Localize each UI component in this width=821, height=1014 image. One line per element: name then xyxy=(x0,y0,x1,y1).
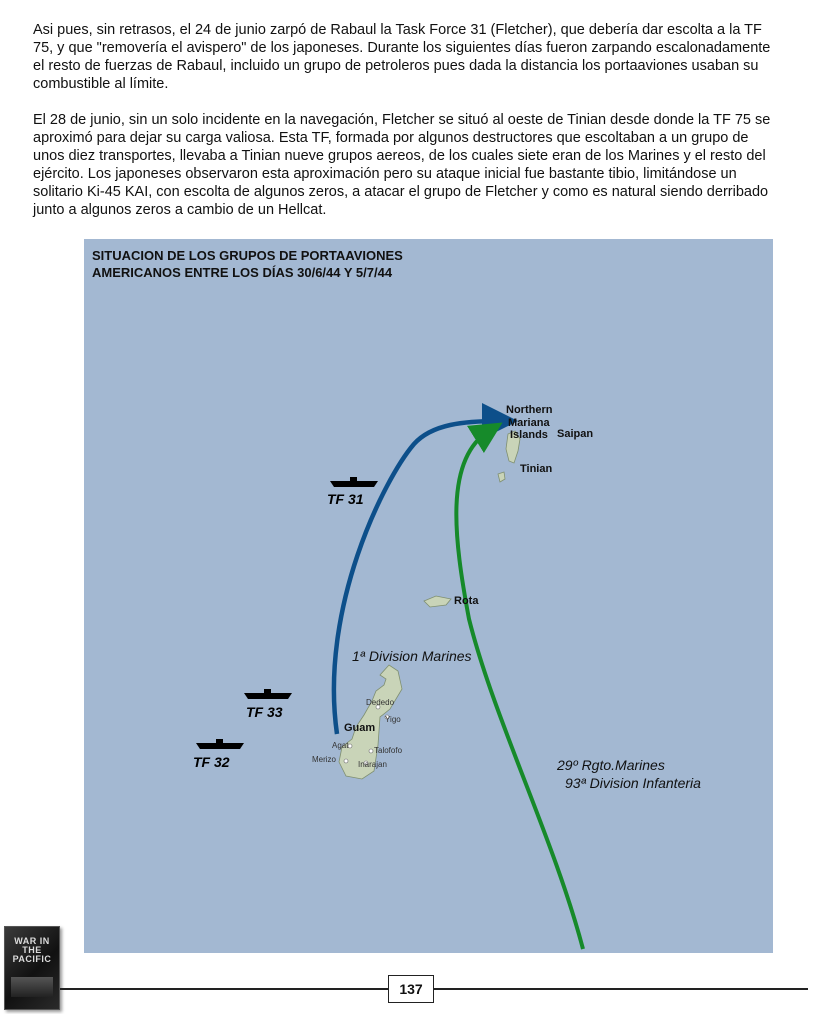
footer-rule xyxy=(60,988,808,990)
green-route-unit-label-1: 29º Rgto.Marines xyxy=(557,757,665,773)
tinian-island xyxy=(498,472,505,482)
label-talofofo: Talofofo xyxy=(374,746,403,755)
paragraph-1: Asi pues, sin retrasos, el 24 de junio zarpó de Rabaul la Task Force 31 (Fletcher), que debería dar escolta a la TF 75, y que "removería el avispero" de los japoneses. Durante los siguientes días fueron zarpando escalonadamente el resto de fuerzas de Rabaul, incluido un grupo de petroleros pues dada la distancia los portaaviones usaban su combustible al límite. xyxy=(33,22,771,92)
page-number: 137 xyxy=(388,975,434,1003)
map-drawing xyxy=(84,239,773,953)
tf32-label: TF 32 xyxy=(193,754,230,770)
green-route-unit-label-2: 93ª Division Infanteria xyxy=(565,775,701,791)
map-title-line2: AMERICANOS ENTRE LOS DÍAS 30/6/44 Y 5/7/44 xyxy=(92,265,393,280)
agat-dot xyxy=(348,744,352,748)
map-figure xyxy=(84,239,773,953)
cover-title: WAR IN THE PACIFIC xyxy=(12,936,52,964)
label-yigo: Yigo xyxy=(385,715,401,724)
cover-artwork xyxy=(11,977,53,997)
label-inarajan: Inarajan xyxy=(358,760,387,769)
label-agat: Agat xyxy=(332,741,349,750)
label-merizo: Merizo xyxy=(312,755,337,764)
talofofo-dot xyxy=(369,749,373,753)
label-islands: Islands xyxy=(510,429,548,441)
tf32-ship-icon xyxy=(196,739,244,749)
label-dededo: Dededo xyxy=(366,698,395,707)
label-guam: Guam xyxy=(344,722,376,734)
blue-route-arrow xyxy=(334,421,500,734)
blue-route-unit-label: 1ª Division Marines xyxy=(352,648,472,664)
label-northern: Northern xyxy=(506,404,553,416)
label-mariana: Mariana xyxy=(508,417,550,429)
book-cover-thumbnail xyxy=(4,926,60,1010)
map-title xyxy=(92,247,492,281)
rota-island xyxy=(424,596,451,607)
merizo-dot xyxy=(344,759,348,763)
tf31-ship-icon xyxy=(330,477,378,487)
green-route-arrow xyxy=(456,431,583,949)
label-rota: Rota xyxy=(454,595,479,607)
label-saipan: Saipan xyxy=(557,428,594,440)
label-tinian: Tinian xyxy=(520,463,553,475)
paragraph-2: El 28 de junio, sin un solo incidente en la navegación, Fletcher se situó al oeste de Tinian desde donde la TF 75 se aproximó para dejar su carga valiosa. Esta TF, formada por algunos destructores que escoltaban a un grupo de unos diez transportes, llevaba a Tinian nueve grupos aereos, de los cuales siete eran de los Marines y el resto del ejército. Los japoneses observaron esta aproximación pero su ataque inicial fue bastante tibio, limitándose un solitario Ki-45 KAI, con escolta de algunos zeros, a atacar el grupo de Fletcher y como es natural siendo derribado junto a algunos zeros a cambio de un Hellcat. xyxy=(33,112,771,218)
tf33-ship-icon xyxy=(244,689,292,699)
tf33-label: TF 33 xyxy=(246,704,283,720)
map-title-line1: SITUACION DE LOS GRUPOS DE PORTAAVIONES xyxy=(92,248,403,263)
tf31-label: TF 31 xyxy=(327,491,364,507)
